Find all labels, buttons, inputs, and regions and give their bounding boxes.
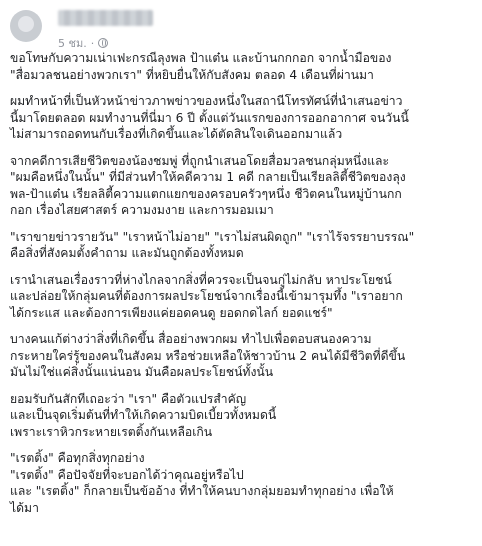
post-line: ผมทำหน้าที่เป็นหัวหน้าข่าวภาพข่าวของหนึ่งในสถานีโทรทัศน์ที่นำเสนอข่าว	[10, 94, 403, 108]
post-line: ได้กระแส และต้องการเพียงแค่ยอดคนดู ยอดกดไลก์ ยอดแชร์"	[10, 305, 333, 320]
post-timestamp[interactable]: 5 ชม.	[58, 37, 87, 50]
post-body	[10, 50, 476, 526]
post-line: เพราะเราหิวกระหายเรตติ้งกันเหลือเกิน	[10, 424, 213, 439]
post-line: คือสิ่งที่สังคมตั้งคำถาม และมันถูกต้องทั้งหมด	[10, 246, 244, 260]
post-line: และเป็นจุดเริ่มต้นที่ทำให้เกิดความบิดเบี้ยวทั้งหมดนี้	[10, 408, 277, 422]
post-paragraph	[10, 391, 476, 441]
post-line: กระหายใคร่รู้ของคนในสังคม หรือช่วยเหลือให้ชาวบ้าน 2 คนได้มีชีวิตที่ดีขึ้น	[10, 348, 406, 363]
post-line: ไม่สามารถอดทนกับเรื่องที่เกิดขึ้นและได้ตัดสินใจเดินออกมาแล้ว	[10, 127, 343, 141]
post-paragraph	[10, 450, 476, 516]
post-paragraph	[10, 229, 476, 262]
post-line: จากคดีการเสียชีวิตของน้องชมพู่ ที่ถูกนำเสนอโดยสื่อมวลชนกลุ่มหนึ่งและ	[10, 153, 389, 168]
post-line: และปล่อยให้กลุ่มคนที่ต้องการผลประโยชน์จากเรื่องนี้เข้ามารุมทึ้ง "เราอยาก	[10, 289, 403, 303]
globe-icon	[98, 38, 108, 48]
post-line: "เราขายข่าวรายวัน" "เราหน้าไม่อาย" "เราไม่สนผิดถูก" "เราไร้จรรยาบรรณ"	[10, 229, 415, 244]
post-header	[10, 6, 310, 50]
post-line: "สื่อมวลชนอย่างพวกเรา" ที่หยิบยื่นให้กับสังคม ตลอด 4 เดือนที่ผ่านมา	[10, 67, 374, 82]
avatar[interactable]	[10, 10, 42, 42]
post-paragraph	[10, 153, 476, 219]
post-line: ขอโทษกับความเน่าเฟะกรณีลุงพล ป้าแต๋น และบ้านกกกอก จากน้ำมือของ	[10, 51, 392, 65]
author-name-redacted[interactable]	[58, 10, 153, 26]
post-line: และ "เรตติ้ง" ก็กลายเป็นข้ออ้าง ที่ทำให้คนบางกลุ่มยอมทำทุกอย่าง เพื่อให้	[10, 484, 394, 498]
post-paragraph	[10, 272, 476, 322]
post-line: มันไม่ใช่แค่สิ่งนั้นแน่นอน มันคือผลประโยชน์ทั้งนั้น	[10, 365, 274, 379]
post-line: พล-ป้าแต๋น เรียลลิตี้ความแตกแยกของครอบครัวๆหนึ่ง ชีวิตคนในหมู่บ้านกก	[10, 186, 402, 201]
post-line: ยอมรับกันสักทีเถอะว่า "เรา" คือตัวแปรสำคัญ	[10, 391, 247, 406]
post-line: นี้มาโดยตลอด ผมทำงานที่นี่มา 6 ปี ตั้งแต่วันแรกของการออกอากาศ จนวันนี้	[10, 110, 409, 125]
post-paragraph	[10, 331, 476, 381]
post-line: บางคนแก้ต่างว่าสิ่งที่เกิดขึ้น สื่ออย่างพวกผม ทำไปเพื่อตอบสนองความ	[10, 332, 372, 346]
post-line: ได้มา	[10, 500, 39, 515]
post-meta: 5 ชม. ·	[58, 34, 108, 52]
post-line: เรานำเสนอเรื่องราวที่ห่างไกลจากสิ่งที่ควรจะเป็นจนกู่ไม่กลับ หาประโยชน์	[10, 272, 392, 287]
post-line: "เรตติ้ง" คือทุกสิ่งทุกอย่าง	[10, 451, 145, 465]
post-paragraph	[10, 93, 476, 143]
post-line: "เรตติ้ง" คือปัจจัยที่จะบอกได้ว่าคุณอยู่หรือไป	[10, 467, 244, 482]
post-line: "ผมคือหนึ่งในนั้น" ที่มีส่วนทำให้คดีความ 1 คดี กลายเป็นเรียลลิตี้ชีวิตของลุง	[10, 170, 406, 184]
post-paragraph	[10, 50, 476, 83]
post-line: กอก เรื่องไสยศาสตร์ ความงมงาย และการมอมเมา	[10, 203, 274, 217]
